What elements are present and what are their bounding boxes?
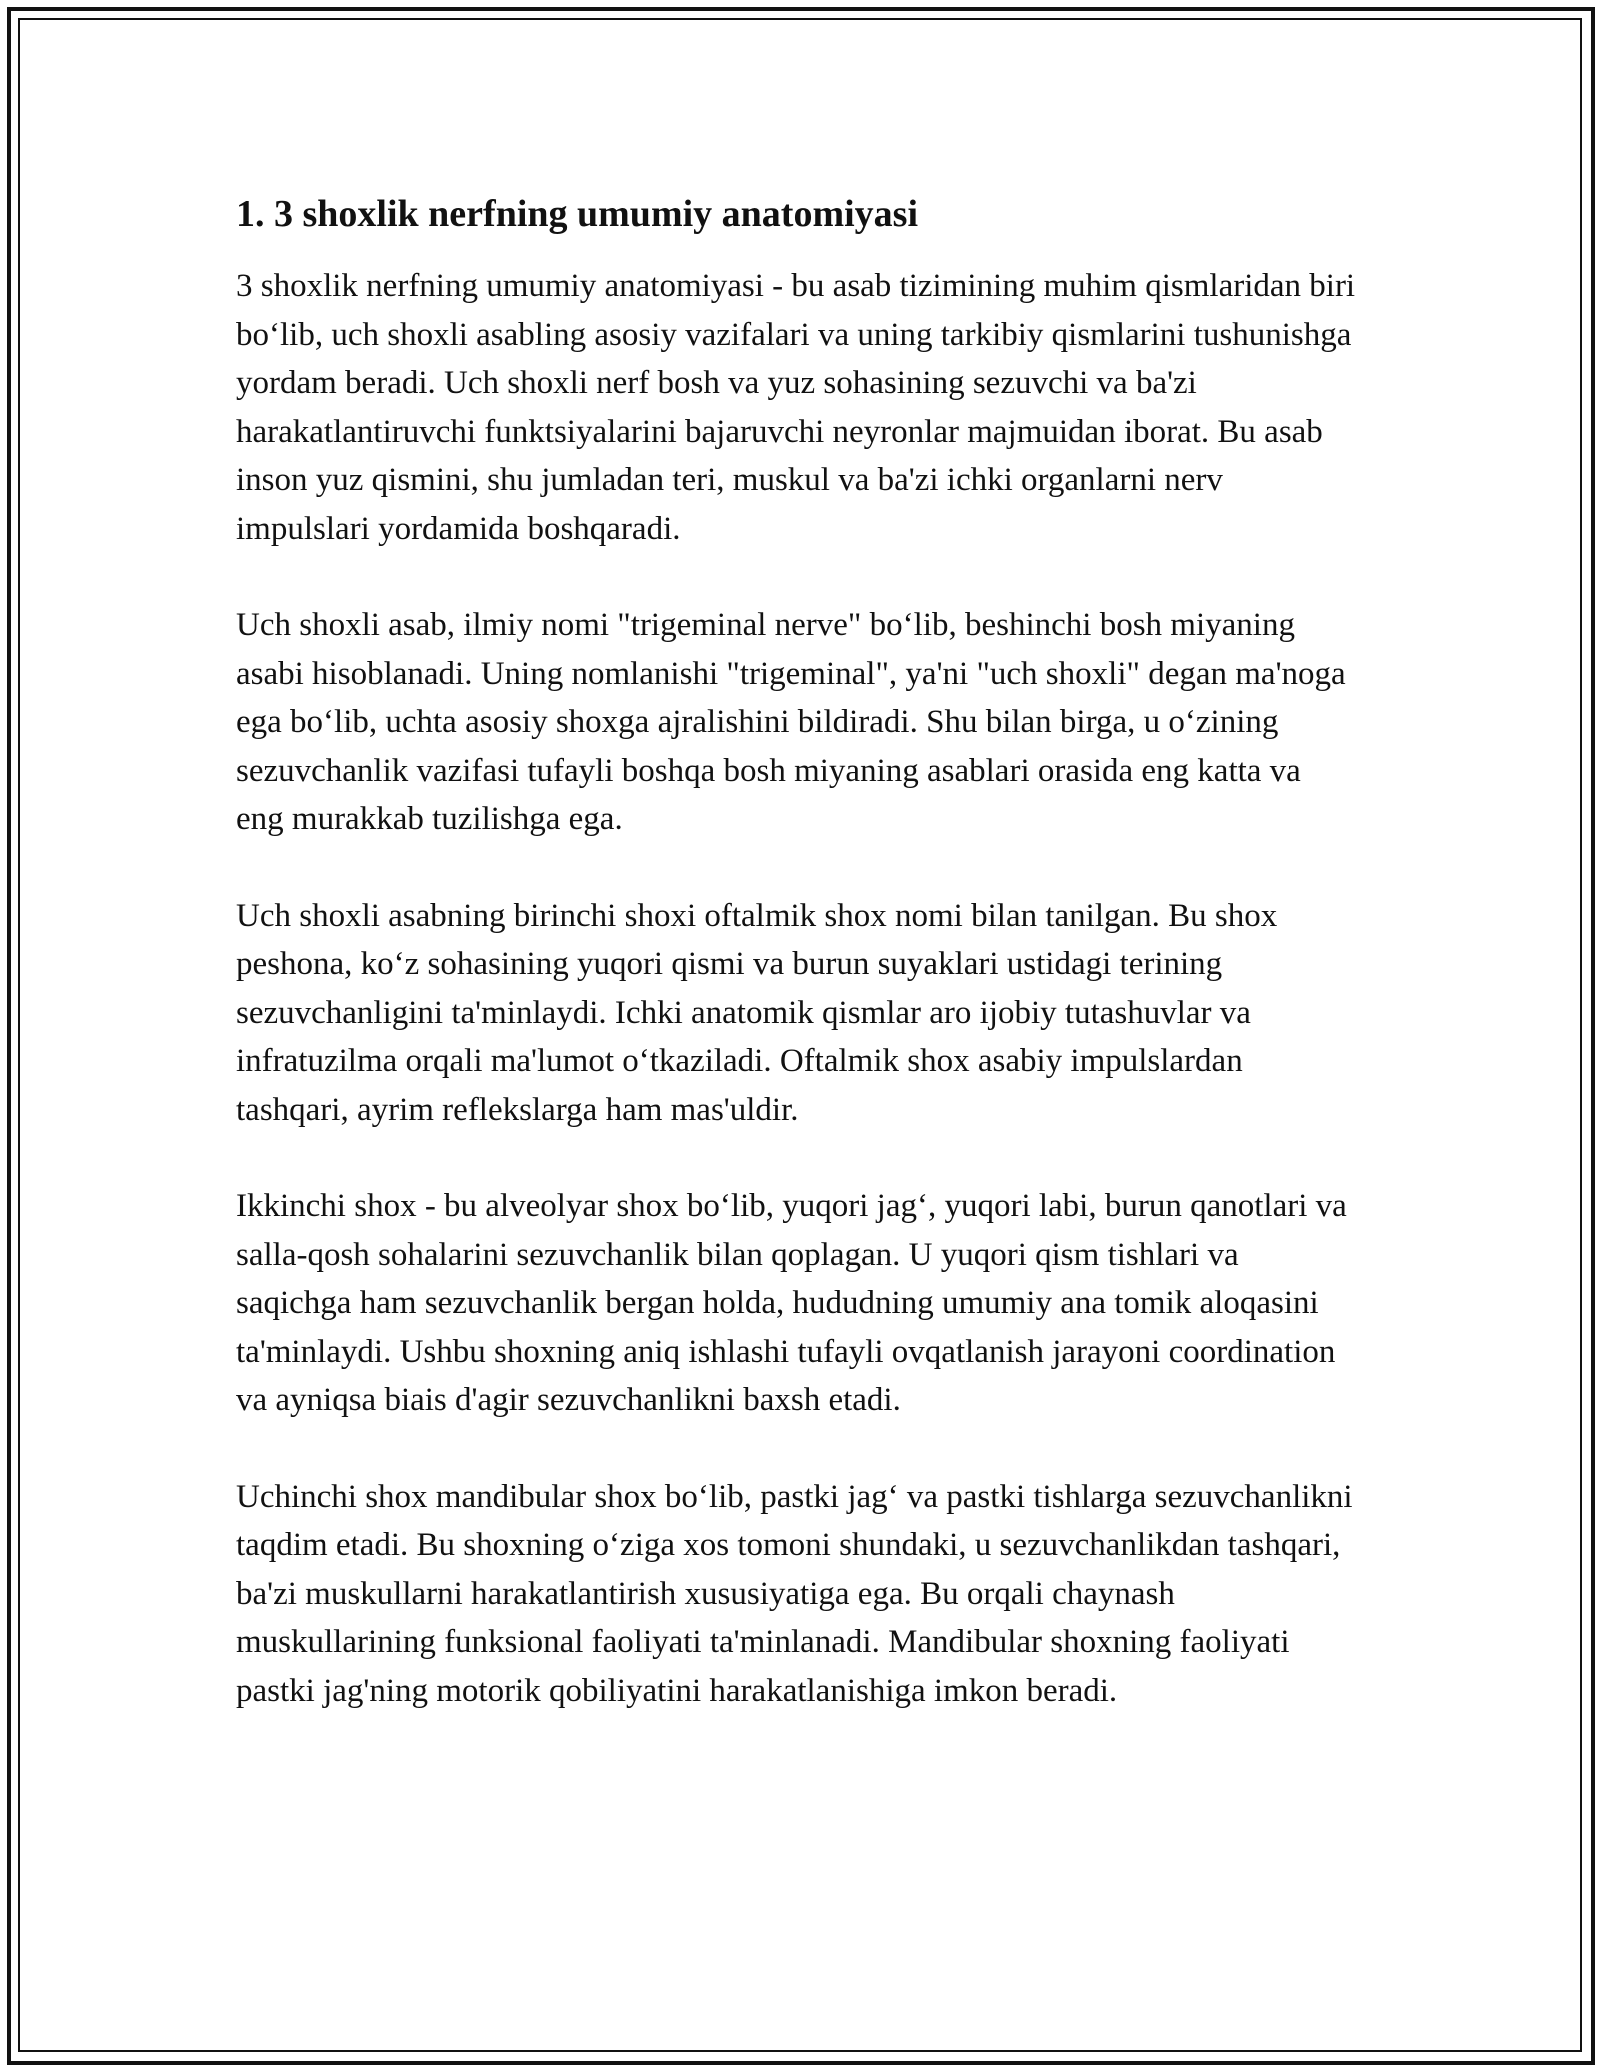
section-heading: 1. 3 shoxlik nerfning umumiy anatomiyasi	[236, 193, 918, 235]
paragraph-intro: 3 shoxlik nerfning umumiy anatomiyasi - bu asab tizimining muhim qismlaridan biri bo‘lib, uch shoxli asabling asosiy vazifalari va uning tarkibiy qismlarini tushunishga yordam beradi. Uch shoxli nerf bosh va yuz sohasining sezuvchi va ba'zi harakatlantiruvchi funktsiyalarini bajaruvchi neyronlar majmuidan iborat. Bu asab inson yuz qismini, shu jumladan teri, muskul va ba'zi ichki organlarni nerv impulslari yordamida boshqaradi.	[236, 268, 1356, 547]
paragraph-mandibular-branch: Uchinchi shox mandibular shox bo‘lib, pastki jag‘ va pastki tishlarga sezuvchanlikni taqdim etadi. Bu shoxning o‘ziga xos tomoni shundaki, u sezuvchanlikdan tashqari, ba'zi muskullarni harakatlantirish xususiyatiga ega. Bu orqali chaynash muskullarining funksional faoliyati ta'minlanadi. Mandibular shoxning faoliyati pastki jag'ning motorik qobiliyatini harakatlanishiga imkon beradi.	[236, 1478, 1353, 1709]
paragraph-trigeminal-name: Uch shoxli asab, ilmiy nomi "trigeminal nerve" bo‘lib, beshinchi bosh miyaning asabi hisoblanadi. Uning nomlanishi "trigeminal", ya'ni "uch shoxli" degan ma'noga ega bo‘lib, uchta asosiy shoxga ajralishini bildiradi. Shu bilan birga, u o‘zining sezuvchanlik vazifasi tufayli boshqa bosh miyaning asablari orasida eng katta va eng murakkab tuzilishga ega.	[236, 607, 1346, 837]
paragraph-second-branch: Ikkinchi shox - bu alveolyar shox bo‘lib, yuqori jag‘, yuqori labi, burun qanotlari va salla-qosh sohalarini sezuvchanlik bilan qoplagan. U yuqori qism tishlari va saqichga ham sezuvchanlik bergan holda, hududning umumiy ana tomik aloqasini ta'minlaydi. Ushbu shoxning aniq ishlashi tufayli ovqatlanish jarayoni coordination va ayniqsa biais d'agir sezuvchanlikni baxsh etadi.	[236, 1188, 1347, 1418]
document-body	[236, 186, 1356, 1763]
paragraph-ophthalmic-branch: Uch shoxli asabning birinchi shoxi oftalmik shox nomi bilan tanilgan. Bu shox peshona, ko‘z sohasining yuqori qismi va burun suyaklari ustidagi terining sezuvchanligini ta'minlaydi. Ichki anatomik qismlar aro ijobiy tutashuvlar va infratuzilma orqali ma'lumot o‘tkaziladi. Oftalmik shox asabiy impulslardan tashqari, ayrim reflekslarga ham mas'uldir.	[236, 897, 1278, 1128]
